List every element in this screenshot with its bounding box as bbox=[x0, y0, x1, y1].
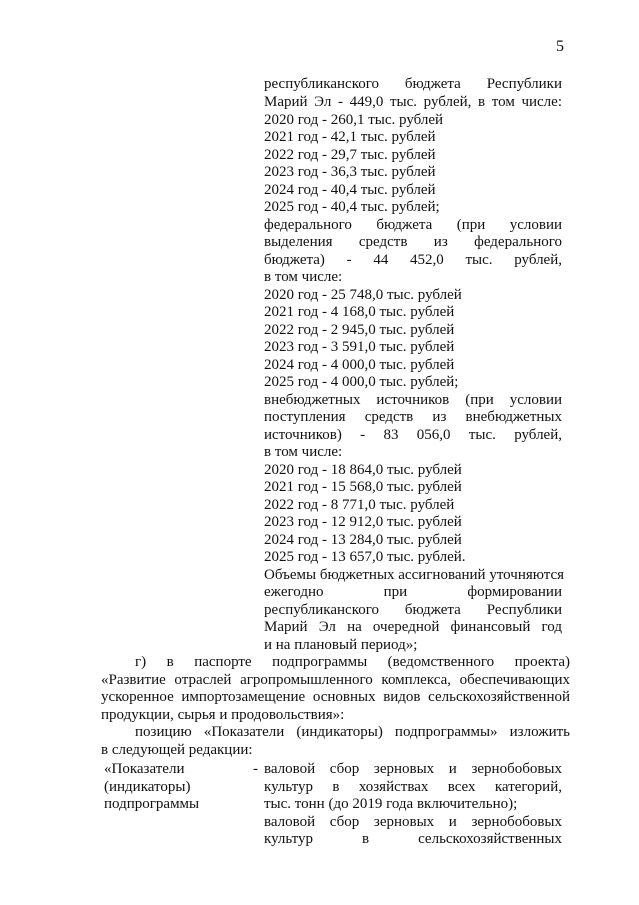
text-line: 2023 год - 3 591,0 тыс. рублей bbox=[264, 339, 455, 355]
text-line: 2023 год - 12 912,0 тыс. рублей bbox=[264, 514, 462, 530]
text-line: республиканского бюджета Республики bbox=[264, 602, 562, 618]
text-line: 2024 год - 13 284,0 тыс. рублей bbox=[264, 532, 462, 548]
text-line: 2025 год - 4 000,0 тыс. рублей; bbox=[264, 374, 459, 390]
text-line: 2021 год - 15 568,0 тыс. рублей bbox=[264, 479, 462, 495]
text-line: 2022 год - 8 771,0 тыс. рублей bbox=[264, 497, 455, 513]
table-value-line: валовой сбор зерновых и зернобобовых bbox=[264, 814, 562, 830]
page-number: 5 bbox=[556, 38, 564, 55]
text-line: 2022 год - 29,7 тыс. рублей bbox=[264, 147, 436, 163]
paragraph-line: в следующей редакции: bbox=[101, 742, 253, 758]
text-line: бюджета) - 44 452,0 тыс. рублей, bbox=[264, 252, 562, 268]
text-line: в том числе: bbox=[264, 444, 343, 460]
text-line: ежегодно при формировании bbox=[264, 584, 562, 600]
text-line: 2022 год - 2 945,0 тыс. рублей bbox=[264, 322, 455, 338]
text-line: 2025 год - 40,4 тыс. рублей; bbox=[264, 199, 440, 215]
table-label-line: (индикаторы) bbox=[104, 779, 191, 795]
paragraph-line: позицию «Показатели (индикаторы) подпрограммы» изложить bbox=[135, 724, 570, 740]
table-value-line: валовой сбор зерновых и зернобобовых bbox=[264, 761, 562, 777]
text-line: внебюджетных источников (при условии bbox=[264, 392, 562, 408]
text-line: 2021 год - 42,1 тыс. рублей bbox=[264, 129, 436, 145]
text-line: в том числе: bbox=[264, 269, 343, 285]
text-line: 2025 год - 13 657,0 тыс. рублей. bbox=[264, 549, 466, 565]
paragraph-line: «Развитие отраслей агропромышленного комплекса, обеспечивающих bbox=[101, 672, 570, 688]
paragraph-line: продукции, сырья и продовольствия»: bbox=[101, 707, 345, 723]
table-label-line: подпрограммы bbox=[104, 796, 200, 812]
text-line: 2021 год - 4 168,0 тыс. рублей bbox=[264, 304, 455, 320]
table-value-line: культур в сельскохозяйственных bbox=[264, 831, 562, 847]
text-line: 2020 год - 260,1 тыс. рублей bbox=[264, 112, 444, 128]
text-line: 2020 год - 18 864,0 тыс. рублей bbox=[264, 462, 462, 478]
text-line: Марий Эл - 449,0 тыс. рублей, в том числе: bbox=[264, 94, 562, 110]
text-line: Объемы бюджетных ассигнований уточняются bbox=[264, 567, 565, 583]
text-line: выделения средств из федерального bbox=[264, 234, 562, 250]
text-line: 2023 год - 36,3 тыс. рублей bbox=[264, 164, 436, 180]
table-value-line: тыс. тонн (до 2019 года включительно); bbox=[264, 796, 518, 812]
text-line: источников) - 83 056,0 тыс. рублей, bbox=[264, 427, 562, 443]
text-line: 2024 год - 4 000,0 тыс. рублей bbox=[264, 357, 455, 373]
text-line: и на плановый период»; bbox=[264, 637, 418, 653]
table-dash: - bbox=[253, 761, 258, 777]
text-line: 2020 год - 25 748,0 тыс. рублей bbox=[264, 287, 462, 303]
text-line: федерального бюджета (при условии bbox=[264, 217, 562, 233]
text-line: поступления средств из внебюджетных bbox=[264, 409, 562, 425]
table-label-line: «Показатели bbox=[104, 761, 185, 777]
table-value-line: культур в хозяйствах всех категорий, bbox=[264, 779, 562, 795]
text-line: Марий Эл на очередной финансовый год bbox=[264, 619, 562, 635]
text-line: 2024 год - 40,4 тыс. рублей bbox=[264, 182, 436, 198]
table-label-cell bbox=[104, 761, 266, 778]
text-line: республиканского бюджета Республики bbox=[264, 76, 562, 92]
paragraph-line: г) в паспорте подпрограммы (ведомственного проекта) bbox=[135, 654, 570, 670]
paragraph-line: ускоренное импортозамещение основных видов сельскохозяйственной bbox=[101, 689, 570, 705]
